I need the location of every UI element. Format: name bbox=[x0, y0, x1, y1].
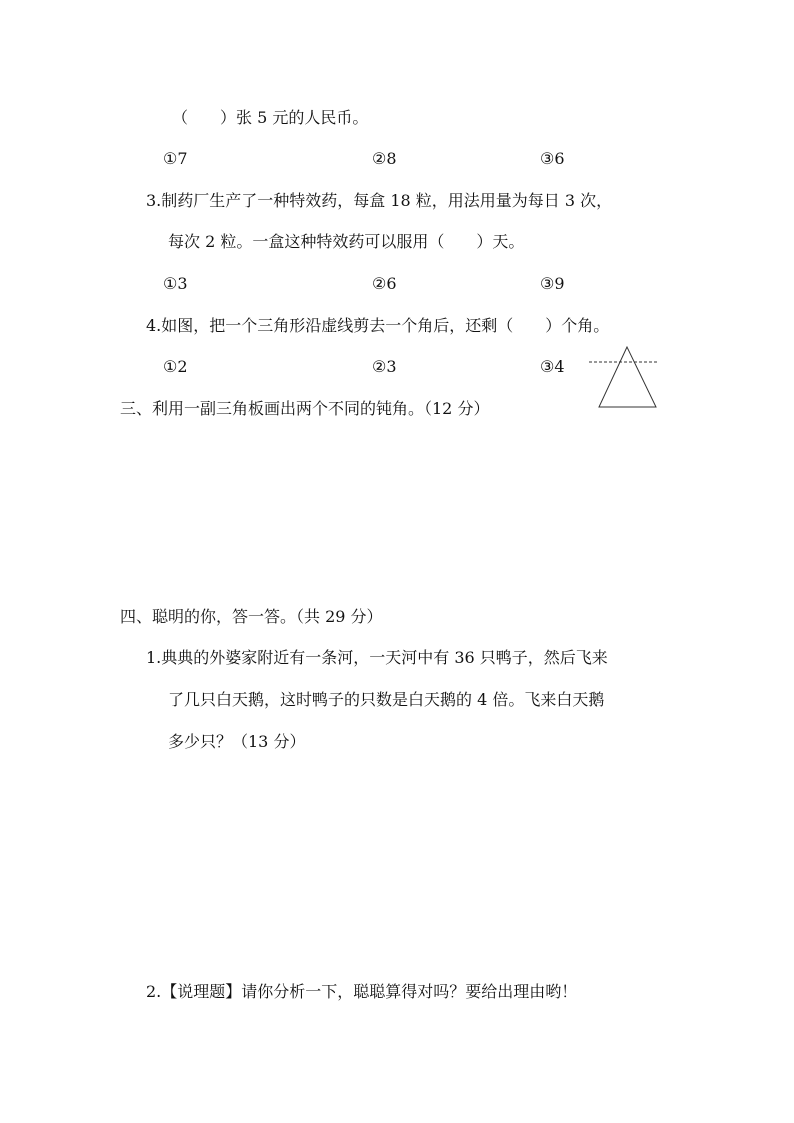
q2-option-2: ②8 bbox=[372, 149, 397, 168]
triangle-with-dashed-cut-line-icon bbox=[588, 344, 660, 410]
problem-1-line-2: 了几只白天鹅，这时鸭子的只数是白天鹅的 4 倍。飞来白天鹅 bbox=[168, 690, 605, 709]
q2-text-line: （ ）张 5 元的人民币。 bbox=[172, 108, 369, 127]
q3-option-2: ②6 bbox=[372, 274, 397, 293]
q2-option-1: ①7 bbox=[163, 149, 188, 168]
problem-1-line-1: 1.典典的外婆家附近有一条河，一天河中有 36 只鸭子，然后飞来 bbox=[146, 648, 608, 667]
q3-option-3: ③9 bbox=[540, 274, 565, 293]
triangle-shape bbox=[599, 347, 656, 407]
section-3-answer-area[interactable] bbox=[120, 430, 680, 590]
section-4-title: 四、聪明的你，答一答。（共 29 分） bbox=[120, 607, 383, 626]
problem-1-answer-area[interactable] bbox=[146, 770, 686, 960]
q4-text-line-1: 4.如图，把一个三角形沿虚线剪去一个角后，还剩（ ）个角。 bbox=[146, 316, 610, 335]
problem-1-line-3: 多少只？（13 分） bbox=[168, 732, 306, 751]
q2-option-3: ③6 bbox=[540, 149, 565, 168]
q4-option-2: ②3 bbox=[372, 357, 397, 376]
q3-text-line-1: 3.制药厂生产了一种特效药，每盒 18 粒，用法用量为每日 3 次， bbox=[146, 191, 613, 210]
q4-option-3: ③4 bbox=[540, 357, 565, 376]
problem-2-line-1: 2.【说理题】请你分析一下，聪聪算得对吗？要给出理由哟！ bbox=[146, 982, 578, 1001]
q3-option-1: ①3 bbox=[163, 274, 188, 293]
section-3-title: 三、利用一副三角板画出两个不同的钝角。（12 分） bbox=[120, 399, 490, 418]
q3-text-line-2: 每次 2 粒。一盒这种特效药可以服用（ ）天。 bbox=[168, 232, 525, 251]
q4-option-1: ①2 bbox=[163, 357, 188, 376]
